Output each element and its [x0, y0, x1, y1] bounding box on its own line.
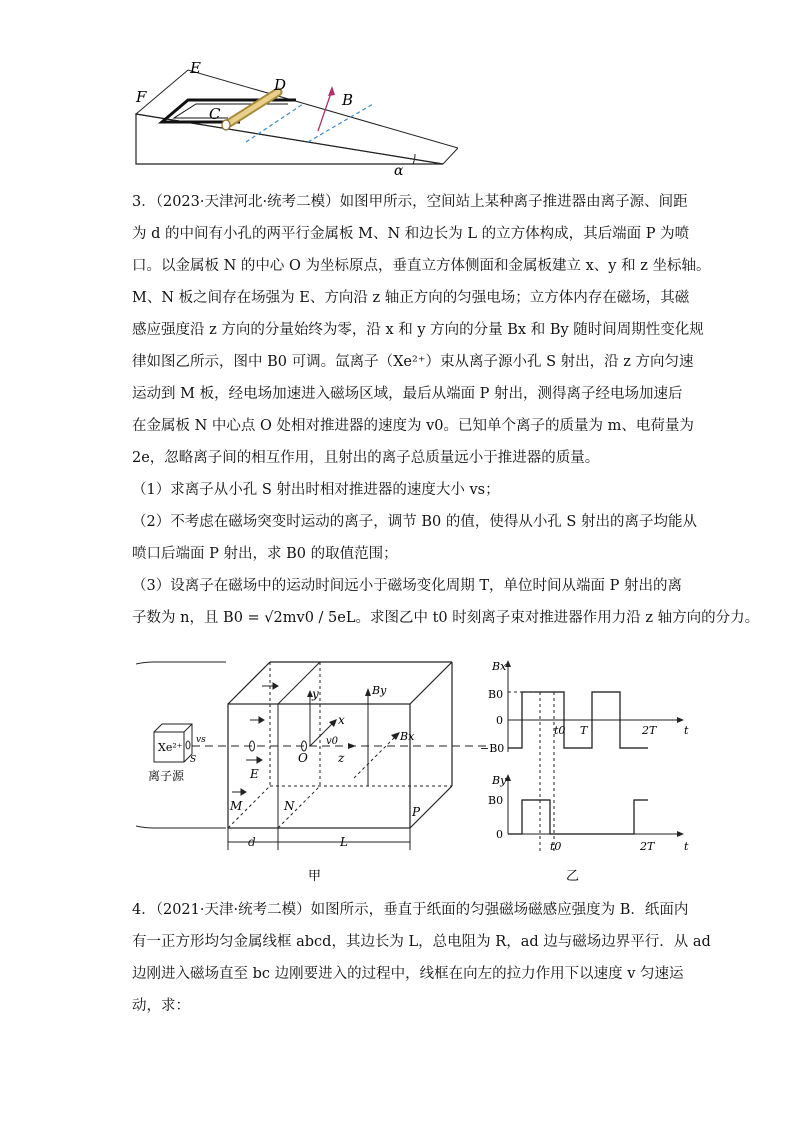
q4-line-1: 4．（2021·天津·统考二模）如图所示，垂直于纸面的匀强磁场磁感应强度为 B．纸面内 [132, 902, 689, 918]
metal-rail [162, 100, 288, 122]
label-alpha: α [394, 163, 404, 179]
label-By: By [372, 684, 387, 697]
q3-line-9: 2e，忽略离子间的相互作用，且射出的离子总质量远小于推进器的质量。 [132, 450, 600, 466]
figure-ion-thruster [136, 652, 696, 888]
label-M: M [230, 799, 243, 813]
field-arrow-B-head [328, 86, 335, 96]
bx-t0: t0 [554, 724, 566, 737]
label-Bx: Bx [400, 730, 415, 743]
field-boundary-2 [308, 104, 373, 142]
q3-part-3-a: （3）设离子在磁场中的运动时间远小于磁场变化周期 T，单位时间从端面 P 射出的离 [132, 578, 682, 594]
question-4 [132, 894, 711, 1022]
metal-rail-inner [174, 104, 288, 118]
bx-B0: B0 [488, 688, 504, 701]
label-E: E [250, 767, 259, 781]
figure-incline-rails [128, 56, 458, 180]
label-S: S [190, 755, 197, 765]
label-x: x [338, 713, 345, 727]
label-D: D [274, 76, 287, 94]
q3-line-7: 运动到 M 板，经电场加速进入磁场区域，最后从端面 P 射出，测得离子经电场加速后 [132, 386, 683, 402]
bx-2T: 2T [642, 724, 657, 737]
bx-T: T [580, 724, 588, 737]
label-C: C [209, 105, 221, 123]
label-N: N [284, 799, 295, 813]
caption-jia: 甲 [308, 869, 322, 884]
bx-zero: 0 [496, 714, 503, 727]
q4-line-3: 边刚进入磁场直至 bc 边刚要进入的过程中，线框在向左的拉力作用下以速度 v 匀速运 [132, 966, 684, 982]
label-E: E [190, 59, 201, 77]
q3-line-2: 为 d 的中间有小孔的两平行金属板 M、N 和边长为 L 的立方体构成，其后端面 P 为喷 [132, 226, 690, 242]
cube-front [228, 704, 410, 828]
q3-line-1: 3．（2023·天津河北·统考二模）如图甲所示，空间站上某种离子推进器由离子源、间距 [132, 194, 688, 210]
q4-line-4: 动，求： [132, 998, 190, 1014]
incline-surface [136, 70, 458, 164]
q3-part-2-a: （2）不考虑在磁场突变时运动的离子，调节 B0 的值，使得从小孔 S 射出的离子均能从 [132, 514, 697, 530]
thruster-schematic [136, 662, 486, 884]
ion-source-label: 离子源 [148, 769, 185, 783]
by-t0: t0 [550, 840, 562, 853]
q3-line-4: M、N 板之间存在场强为 E、方向沿 z 轴正方向的匀强电场；立方体内存在磁场，其磁 [132, 290, 690, 306]
cube-edge-tl [228, 662, 270, 704]
label-y: y [312, 687, 319, 701]
by-B0: B0 [488, 794, 504, 807]
q3-line-8: 在金属板 N 中心点 O 处相对推进器的速度为 v0。已知单个离子的质量为 m、电荷量为 [132, 418, 694, 434]
cube-edge-tr [410, 662, 452, 704]
q3-part-1: （1）求离子从小孔 S 射出时相对推进器的速度大小 vs； [132, 482, 500, 498]
by-ylabel: By [492, 774, 507, 787]
label-L: L [340, 835, 348, 849]
conductor-rod-highlight [226, 92, 278, 125]
by-2T: 2T [640, 840, 655, 853]
label-z: z [338, 751, 345, 765]
hole-S [186, 741, 190, 749]
label-vs: vs [196, 735, 206, 745]
question-3 [132, 186, 760, 634]
label-B: B [342, 91, 354, 109]
by-tlabel: t [684, 840, 689, 853]
q3-part-3-b: 子数为 n，且 B0 = √2mv0 / 5eL。求图乙中 t0 时刻离子束对推进器作用力沿 z 轴方向的分力。 [132, 610, 760, 626]
ion-label: Xe²⁺ [158, 741, 183, 754]
rod-end-cap [222, 120, 230, 130]
by-waveform [508, 800, 648, 834]
label-d: d [248, 835, 256, 849]
label-P: P [412, 805, 421, 819]
q3-line-6: 律如图乙所示，图中 B0 可调。氙离子（Xe²⁺）束从离子源小孔 S 射出，沿 z 方向匀速 [132, 354, 694, 370]
b-t-graphs [480, 660, 689, 884]
bx-tlabel: t [684, 724, 689, 737]
q3-line-5: 感应强度沿 z 方向的分量始终为零，沿 x 和 y 方向的分量 Bx 和 By 随时间周期性变化规 [132, 322, 704, 338]
bx-negB0: −B0 [480, 742, 505, 755]
arrow-Bx [354, 736, 396, 778]
bx-ylabel: Bx [492, 660, 507, 673]
by-zero: 0 [496, 828, 503, 841]
label-O: O [298, 751, 308, 765]
label-F: F [136, 88, 147, 106]
q4-line-2: 有一正方形均匀金属线框 abcd，其边长为 L，总电阻为 R，ad 边与磁场边界平行．从 ad [132, 934, 711, 950]
caption-yi: 乙 [566, 869, 580, 884]
q3-line-3: 口。以金属板 N 的中心 O 为坐标原点，垂直立方体侧面和金属板建立 x、y 和 z 坐标轴。 [132, 258, 711, 274]
q3-part-2-b: 喷口后端面 P 射出，求 B0 的取值范围； [132, 546, 398, 562]
label-v0: v0 [326, 736, 339, 747]
